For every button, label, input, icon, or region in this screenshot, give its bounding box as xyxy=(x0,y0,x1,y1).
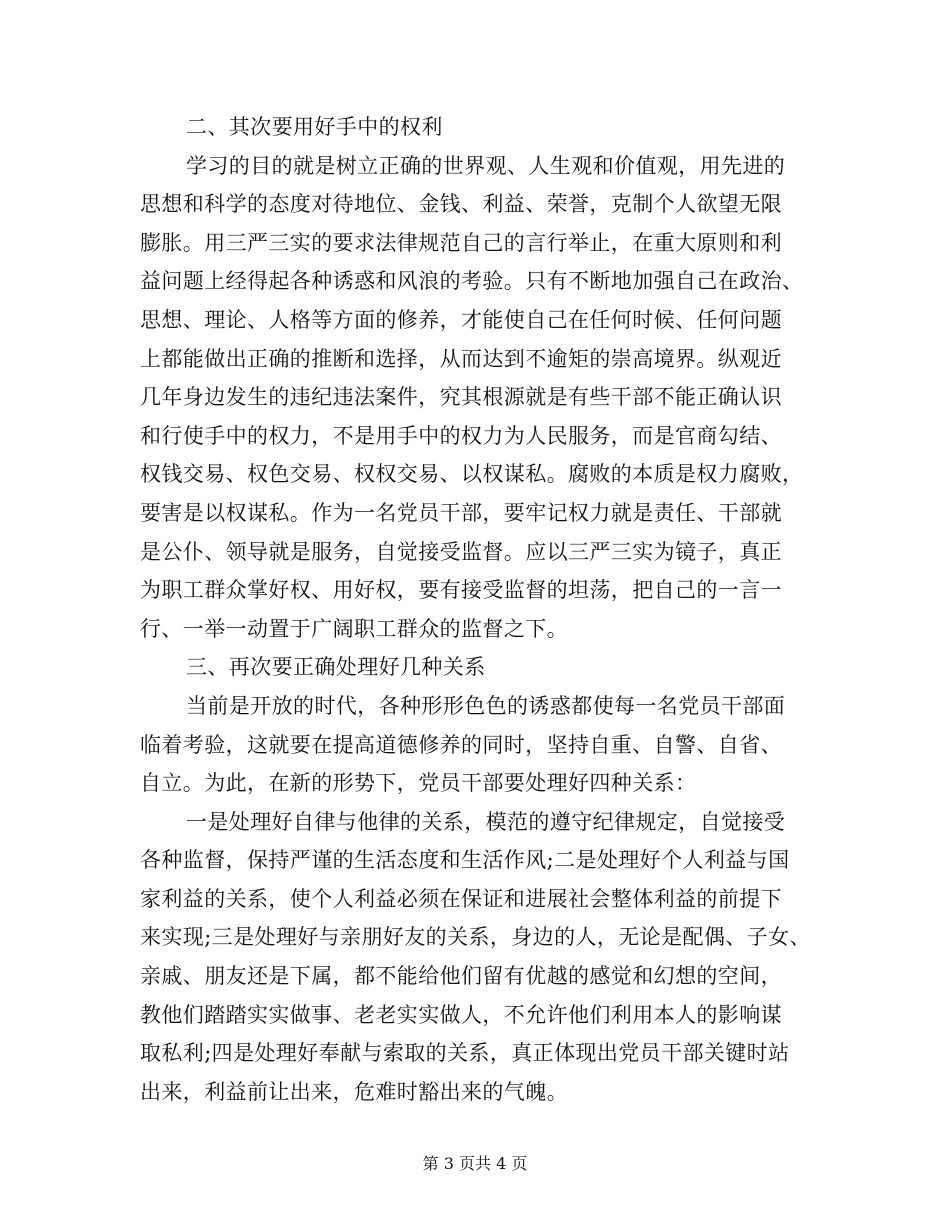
section-heading: 二、其次要用好手中的权利 xyxy=(186,115,443,139)
paragraph-line: 教他们踏踏实实做事、老老实实做人，不允许他们利用本人的影响谋 xyxy=(140,1002,782,1027)
paragraph-line: 上都能做出正确的推断和选择，从而达到不逾矩的崇高境界。纵观近 xyxy=(140,346,782,371)
paragraph-line: 自立。为此，在新的形势下，党员干部要处理好四种关系： xyxy=(140,771,697,796)
paragraph-line: 是公仆、领导就是服务，自觉接受监督。应以三严三实为镜子，真正 xyxy=(140,539,782,564)
paragraph-line: 行、一举一动置于广阔职工群众的监督之下。 xyxy=(140,616,568,641)
paragraph-line: 学习的目的就是树立正确的世界观、人生观和价值观，用先进的 xyxy=(186,153,786,178)
paragraph-line: 取私利;四是处理好奉献与索取的关系，真正体现出党员干部关键时站 xyxy=(140,1041,790,1066)
paragraph-line: 权钱交易、权色交易、权权交易、以权谋私。腐败的本质是权力腐败， xyxy=(140,462,804,487)
paragraph-line: 思想、理论、人格等方面的修养，才能使自己在任何时候、任何问题 xyxy=(140,307,782,332)
paragraph-line: 各种监督，保持严谨的生活态度和生活作风;二是处理好个人利益与国 xyxy=(140,848,790,873)
paragraph-line: 为职工群众掌好权、用好权，要有接受监督的坦荡，把自己的一言一 xyxy=(140,578,782,603)
page-number-footer: 第 3 页共 4 页 xyxy=(422,1154,528,1173)
paragraph-line: 膨胀。用三严三实的要求法律规范自己的言行举止，在重大原则和利 xyxy=(140,230,782,255)
paragraph-line: 来实现;三是处理好与亲朋好友的关系，身边的人，无论是配偶、子女、 xyxy=(140,925,811,950)
section-heading: 三、再次要正确处理好几种关系 xyxy=(186,655,486,680)
document-body xyxy=(140,108,820,1111)
paragraph-line: 益问题上经得起各种诱惑和风浪的考验。只有不断地加强自己在政治、 xyxy=(140,269,804,294)
paragraph-line: 亲戚、朋友还是下属，都不能给他们留有优越的感觉和幻想的空间， xyxy=(140,964,782,989)
paragraph-line: 当前是开放的时代，各种形形色色的诱惑都使每一名党员干部面 xyxy=(186,693,786,718)
paragraph-line: 要害是以权谋私。作为一名党员干部，要牢记权力就是责任、干部就 xyxy=(140,500,782,525)
paragraph-line: 几年身边发生的违纪违法案件，究其根源就是有些干部不能正确认识 xyxy=(140,385,782,410)
paragraph-line: 出来，利益前让出来，危难时豁出来的气魄。 xyxy=(140,1079,568,1104)
paragraph-line: 临着考验，这就要在提高道德修养的同时，坚持自重、自警、自省、 xyxy=(140,732,782,757)
paragraph-line: 和行使手中的权力，不是用手中的权力为人民服务，而是官商勾结、 xyxy=(140,423,782,448)
paragraph-line: 思想和科学的态度对待地位、金钱、利益、荣誉，克制个人欲望无限 xyxy=(140,192,782,217)
paragraph-line: 一是处理好自律与他律的关系，模范的遵守纪律规定，自觉接受 xyxy=(186,809,786,834)
paragraph-line: 家利益的关系，使个人利益必须在保证和进展社会整体利益的前提下 xyxy=(140,886,782,911)
